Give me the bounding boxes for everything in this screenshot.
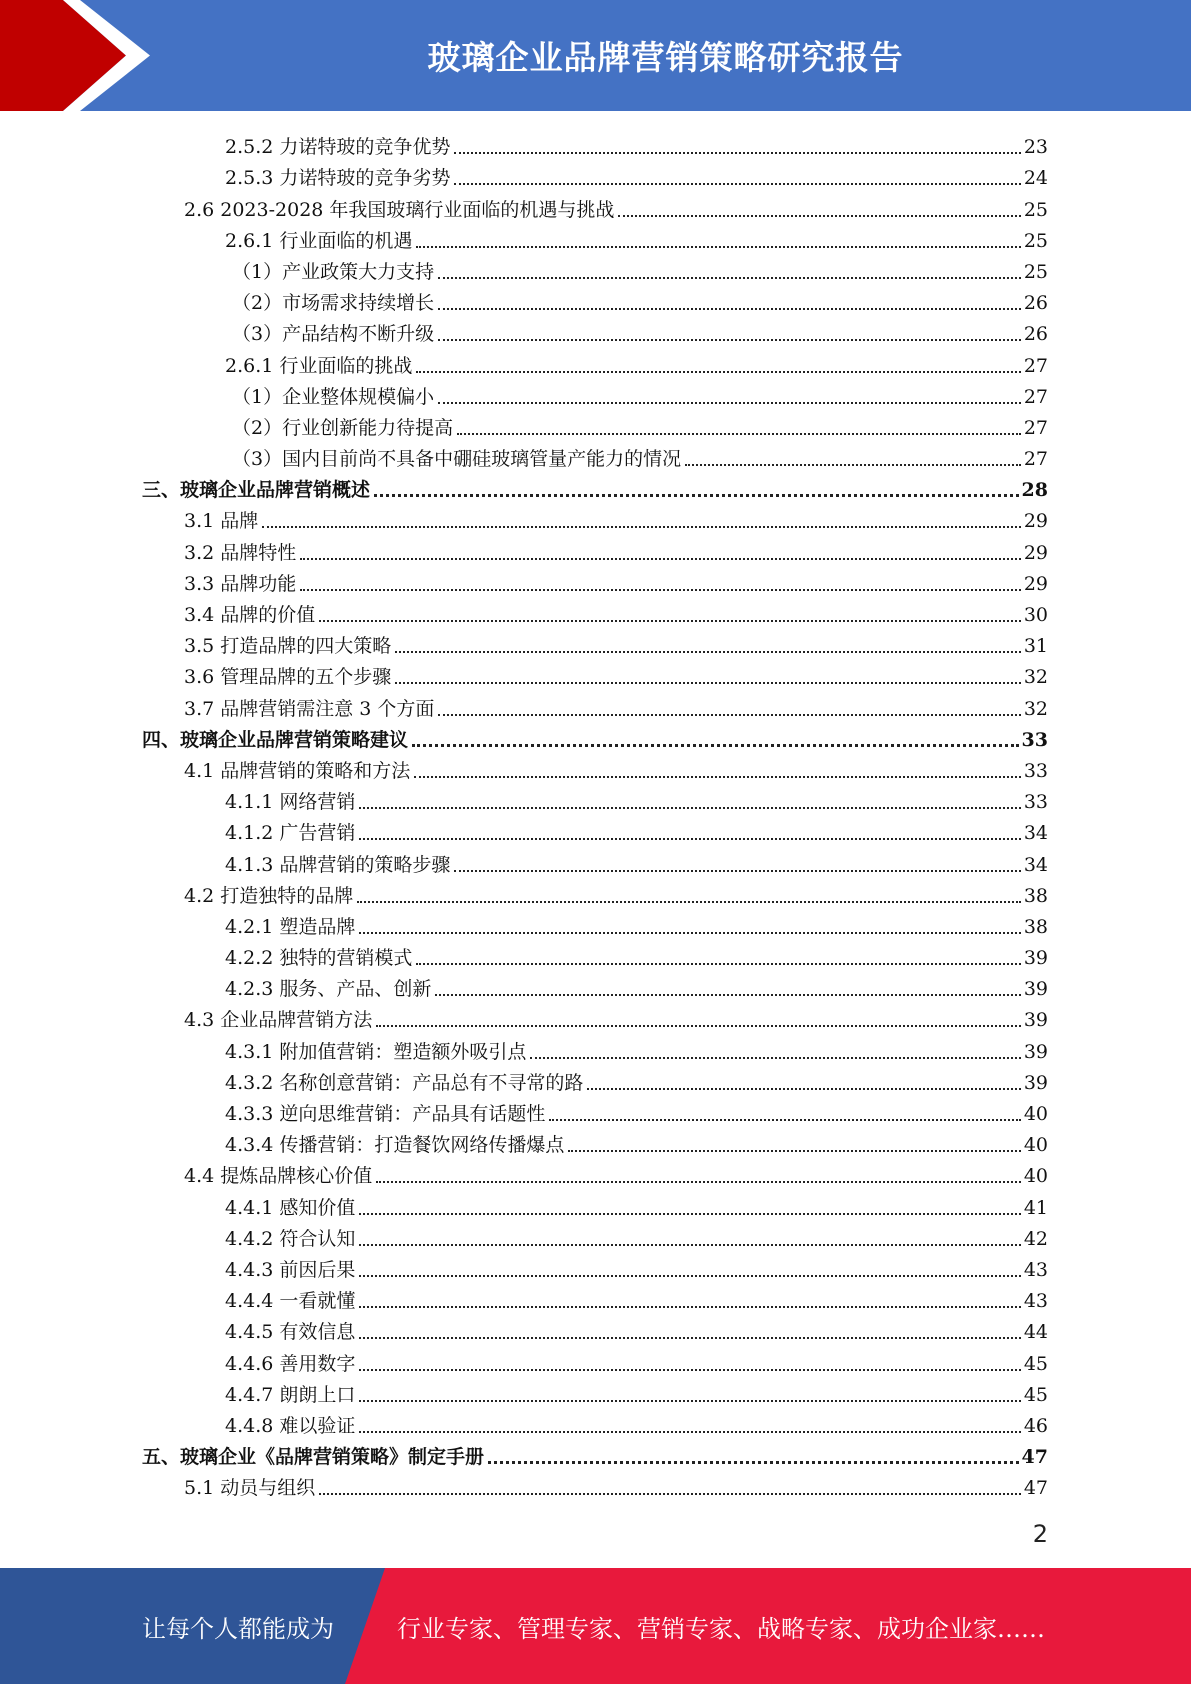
toc-entry-title: （2）行业创新能力待提高 (232, 416, 454, 439)
toc-entry-title: 2.6.1 行业面临的机遇 (225, 229, 413, 252)
dot-leader (416, 963, 1020, 965)
page-number: 2 (1032, 1520, 1048, 1548)
toc-entry-title: 四、玻璃企业品牌营销策略建议 (142, 728, 409, 751)
toc-entry-title: 3.1 品牌 (184, 510, 259, 533)
toc-entry[interactable] (232, 378, 1048, 409)
toc-entry-title: （3）产品结构不断升级 (232, 323, 435, 346)
toc-entry[interactable] (184, 689, 1048, 720)
dot-leader (457, 433, 1021, 435)
toc-entry[interactable] (232, 409, 1048, 440)
toc-entry-page: 23 (1023, 136, 1048, 159)
toc-entry-page: 29 (1023, 572, 1048, 595)
dot-leader (416, 371, 1020, 373)
toc-entry-title: （1）企业整体规模偏小 (232, 385, 435, 408)
toc-entry-title: 4.4.1 感知价值 (225, 1196, 356, 1219)
dot-leader (262, 526, 1021, 528)
toc-entry[interactable] (225, 1032, 1048, 1063)
toc-entry[interactable] (225, 1251, 1048, 1282)
toc-entry-title: 3.6 管理品牌的五个步骤 (184, 666, 392, 689)
toc-entry-title: （1）产业政策大力支持 (232, 260, 435, 283)
toc-entry-title: 4.3.4 传播营销：打造餐饮网络传播爆点 (225, 1134, 565, 1157)
dot-leader (549, 1119, 1020, 1121)
toc-entry-page: 39 (1023, 1071, 1048, 1094)
toc-entry[interactable] (232, 315, 1048, 346)
toc-entry-page: 39 (1023, 947, 1048, 970)
toc-entry-page: 27 (1023, 354, 1048, 377)
dot-leader (359, 838, 1020, 840)
page-footer (0, 1568, 1191, 1684)
dot-leader (319, 1493, 1021, 1495)
dot-leader (488, 1461, 1019, 1464)
dot-leader (618, 215, 1020, 217)
toc-entry[interactable] (232, 253, 1048, 284)
toc-entry[interactable] (225, 1126, 1048, 1157)
dot-leader (319, 620, 1021, 622)
dot-leader (438, 277, 1021, 279)
toc-entry[interactable] (184, 502, 1048, 533)
toc-entry[interactable] (225, 1064, 1048, 1095)
toc-entry-title: 4.3.1 附加值营销：塑造额外吸引点 (225, 1040, 527, 1063)
toc-entry-page: 27 (1023, 448, 1048, 471)
page-header (0, 0, 1191, 111)
toc-entry[interactable] (184, 752, 1048, 783)
dot-leader (438, 339, 1021, 341)
toc-entry[interactable] (225, 222, 1048, 253)
toc-entry[interactable] (142, 1438, 1048, 1469)
toc-entry-page: 40 (1023, 1165, 1048, 1188)
dot-leader (359, 807, 1020, 809)
toc-entry-page: 46 (1023, 1414, 1048, 1437)
toc-entry-title: 4.3 企业品牌营销方法 (184, 1009, 373, 1032)
dot-leader (300, 589, 1021, 591)
toc-entry-title: 五、玻璃企业《品牌营销策略》制定手册 (142, 1446, 485, 1469)
dot-leader (530, 1057, 1020, 1059)
toc-entry-page: 24 (1023, 167, 1048, 190)
toc-entry-page: 29 (1023, 510, 1048, 533)
toc-entry-title: 4.2.2 独特的营销模式 (225, 947, 413, 970)
toc-entry-page: 45 (1023, 1383, 1048, 1406)
dot-leader (374, 494, 1019, 497)
toc-entry-title: 4.2.1 塑造品牌 (225, 915, 356, 938)
toc-entry[interactable] (184, 1157, 1048, 1188)
toc-entry[interactable] (225, 1407, 1048, 1438)
toc-entry-page: 33 (1023, 791, 1048, 814)
footer-slogan-right: 行业专家、管理专家、营销专家、战略专家、成功企业家…… (397, 1614, 1045, 1643)
toc-entry-title: 4.1.2 广告营销 (225, 822, 356, 845)
toc-entry-page: 32 (1023, 666, 1048, 689)
toc-entry-title: 3.2 品牌特性 (184, 541, 297, 564)
dot-leader (359, 1369, 1020, 1371)
toc-entry-page: 25 (1023, 198, 1048, 221)
toc-entry-title: 4.3.3 逆向思维营销：产品具有话题性 (225, 1103, 546, 1125)
dot-leader (454, 870, 1020, 872)
toc-entry-page: 26 (1023, 323, 1048, 346)
toc-entry[interactable] (225, 1220, 1048, 1251)
toc-entry-title: 3.3 品牌功能 (184, 572, 297, 595)
dot-leader (359, 1400, 1020, 1402)
dot-leader (300, 558, 1021, 560)
dot-leader (359, 1213, 1020, 1215)
toc-entry[interactable] (225, 845, 1048, 876)
report-title: 玻璃企业品牌营销策略研究报告 (427, 38, 904, 77)
toc-entry[interactable] (184, 190, 1048, 221)
table-of-contents (0, 128, 1191, 1500)
toc-entry[interactable] (225, 346, 1048, 377)
dot-leader (435, 994, 1020, 996)
toc-entry-page: 47 (1021, 1446, 1048, 1469)
toc-entry[interactable] (225, 1376, 1048, 1407)
toc-entry[interactable] (142, 471, 1048, 502)
toc-entry-page: 31 (1023, 635, 1048, 658)
toc-entry-title: 4.4.7 朗朗上口 (225, 1383, 356, 1406)
toc-entry-page: 30 (1023, 604, 1048, 626)
toc-entry[interactable] (184, 596, 1048, 627)
dot-leader (359, 1431, 1020, 1433)
toc-entry-title: 5.1 动员与组织 (184, 1477, 316, 1500)
toc-entry[interactable] (225, 1313, 1048, 1344)
toc-entry-page: 44 (1023, 1321, 1048, 1344)
toc-entry[interactable] (225, 908, 1048, 939)
toc-entry-page: 33 (1023, 759, 1048, 782)
toc-entry-page: 25 (1023, 260, 1048, 283)
toc-entry-title: （2）市场需求持续增长 (232, 292, 435, 315)
dot-leader (376, 1181, 1021, 1183)
dot-leader (412, 744, 1019, 747)
toc-entry[interactable] (184, 658, 1048, 689)
toc-entry[interactable] (232, 440, 1048, 471)
toc-entry[interactable] (225, 1095, 1048, 1126)
toc-entry-title: 3.4 品牌的价值 (184, 604, 316, 626)
toc-entry-page: 41 (1023, 1196, 1048, 1219)
toc-entry[interactable] (225, 783, 1048, 814)
toc-entry-page: 45 (1023, 1352, 1048, 1375)
toc-entry-title: 4.4.6 善用数字 (225, 1352, 356, 1375)
toc-entry-page: 39 (1023, 1040, 1048, 1063)
toc-entry-title: 4.4.2 符合认知 (225, 1227, 356, 1250)
footer-slogan-left: 让每个人都能成为 (142, 1614, 334, 1643)
dot-leader (454, 183, 1020, 185)
toc-entry[interactable] (225, 159, 1048, 190)
toc-entry-page: 27 (1023, 385, 1048, 408)
toc-entry-page: 34 (1023, 822, 1048, 845)
toc-entry-page: 47 (1023, 1477, 1048, 1500)
toc-entry-title: 三、玻璃企业品牌营销概述 (142, 479, 371, 502)
toc-entry-page: 38 (1023, 884, 1048, 907)
toc-entry-title: 4.1 品牌营销的策略和方法 (184, 759, 411, 782)
toc-entry-page: 40 (1023, 1103, 1048, 1125)
toc-entry-title: 4.4.4 一看就懂 (225, 1290, 356, 1313)
toc-entry-title: 4.3.2 名称创意营销：产品总有不寻常的路 (225, 1071, 584, 1094)
toc-entry[interactable] (225, 1188, 1048, 1219)
dot-leader (359, 1306, 1020, 1308)
toc-entry[interactable] (232, 284, 1048, 315)
toc-entry-page: 34 (1023, 853, 1048, 876)
toc-entry-page: 25 (1023, 229, 1048, 252)
toc-entry-title: 4.2.3 服务、产品、创新 (225, 978, 432, 1001)
toc-entry-title: （3）国内目前尚不具备中硼硅玻璃管量产能力的情况 (232, 448, 682, 471)
toc-entry[interactable] (225, 128, 1048, 159)
toc-entry-page: 40 (1023, 1134, 1048, 1157)
dot-leader (376, 1025, 1021, 1027)
dot-leader (395, 682, 1021, 684)
toc-entry-page: 28 (1021, 479, 1048, 502)
toc-entry-title: 4.4.5 有效信息 (225, 1321, 356, 1344)
toc-entry-title: 4.4 提炼品牌核心价值 (184, 1165, 373, 1188)
toc-entry-title: 2.6.1 行业面临的挑战 (225, 354, 413, 377)
toc-entry-title: 2.5.2 力诺特玻的竞争优势 (225, 136, 451, 159)
toc-entry-page: 26 (1023, 292, 1048, 315)
toc-entry-title: 2.5.3 力诺特玻的竞争劣势 (225, 167, 451, 190)
toc-entry-title: 4.2 打造独特的品牌 (184, 884, 354, 907)
toc-entry[interactable] (184, 627, 1048, 658)
toc-entry-page: 27 (1023, 416, 1048, 439)
toc-entry-title: 4.1.1 网络营销 (225, 791, 356, 814)
dot-leader (414, 776, 1021, 778)
dot-leader (416, 246, 1020, 248)
toc-entry-page: 29 (1023, 541, 1048, 564)
toc-entry[interactable] (184, 1001, 1048, 1032)
toc-entry[interactable] (184, 533, 1048, 564)
dot-leader (587, 1088, 1020, 1090)
toc-entry-page: 33 (1021, 728, 1048, 751)
dot-leader (359, 1337, 1020, 1339)
toc-entry-page: 43 (1023, 1258, 1048, 1281)
dot-leader (438, 714, 1020, 716)
toc-entry[interactable] (184, 1469, 1048, 1500)
toc-entry-title: 4.4.3 前因后果 (225, 1258, 356, 1281)
dot-leader (568, 1150, 1020, 1152)
toc-entry[interactable] (225, 1282, 1048, 1313)
dot-leader (359, 1275, 1020, 1277)
toc-entry-title: 4.4.8 难以验证 (225, 1414, 356, 1437)
dot-leader (357, 901, 1021, 903)
toc-entry-title: 3.5 打造品牌的四大策略 (184, 635, 392, 658)
toc-entry[interactable] (225, 814, 1048, 845)
dot-leader (685, 464, 1021, 466)
dot-leader (454, 152, 1020, 154)
toc-entry[interactable] (184, 877, 1048, 908)
toc-entry-title: 2.6 2023-2028 年我国玻璃行业面临的机遇与挑战 (184, 198, 615, 221)
toc-entry-page: 32 (1023, 697, 1048, 720)
toc-entry-page: 39 (1023, 978, 1048, 1001)
toc-entry[interactable] (225, 1344, 1048, 1375)
toc-entry-page: 38 (1023, 915, 1048, 938)
toc-entry[interactable] (142, 721, 1048, 752)
toc-entry-title: 4.1.3 品牌营销的策略步骤 (225, 853, 451, 876)
toc-entry[interactable] (225, 939, 1048, 970)
toc-entry-page: 42 (1023, 1227, 1048, 1250)
dot-leader (359, 1244, 1020, 1246)
toc-entry[interactable] (225, 970, 1048, 1001)
dot-leader (359, 932, 1020, 934)
red-arrow-decoration (0, 0, 160, 111)
dot-leader (438, 402, 1021, 404)
toc-entry[interactable] (184, 565, 1048, 596)
toc-entry-title: 3.7 品牌营销需注意 3 个方面 (184, 697, 435, 720)
dot-leader (395, 651, 1021, 653)
toc-entry-page: 39 (1023, 1009, 1048, 1032)
dot-leader (438, 308, 1021, 310)
toc-entry-page: 43 (1023, 1290, 1048, 1313)
